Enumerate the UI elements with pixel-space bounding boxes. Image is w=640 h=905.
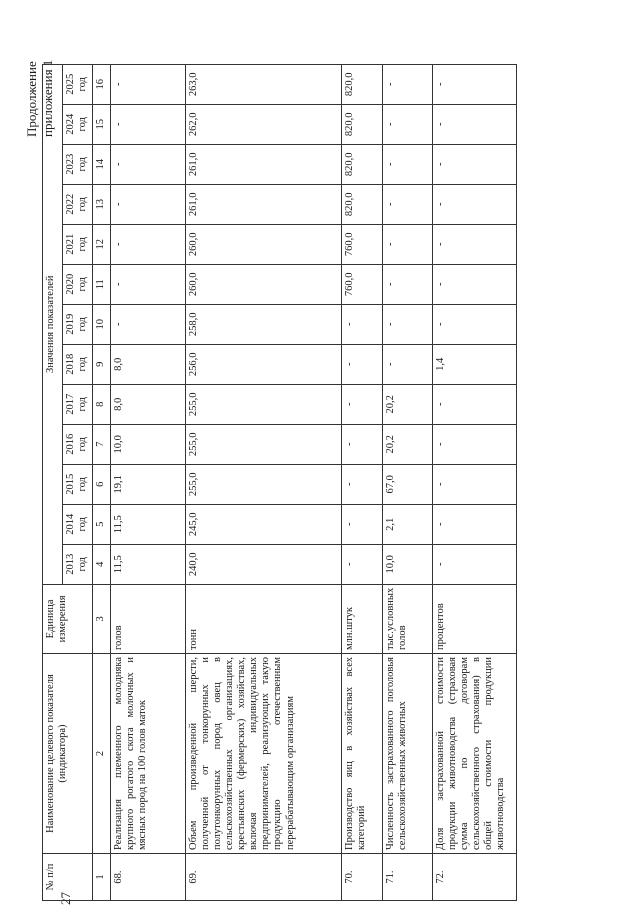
header-values-group: Значения показателей (43, 64, 63, 584)
column-numbers-row (93, 64, 111, 900)
unit-cell: тыс.условных голов (383, 584, 433, 653)
indicator-name: Объем произведенной шерсти, полученной от тонкорунных и полутонкорунных пород овец в сельскохозяйственных организациях, крестьянских (фермерских) хозяйствах, включая индивидуальных предпринимателей, реализующих такую продукцию отечественным перерабатывающим организациям (186, 654, 342, 854)
table-row (383, 64, 433, 900)
table-row (342, 64, 383, 900)
indicators-table (42, 64, 517, 901)
column-number: 6 (93, 464, 111, 504)
header-year: 2023 год (63, 144, 93, 184)
column-number: 12 (93, 224, 111, 264)
column-number: 1 (93, 854, 111, 901)
column-number: 2 (93, 654, 111, 854)
value-cell: 263,0 (186, 64, 342, 104)
value-cell: 2,1 (383, 504, 433, 544)
value-cell: 260,0 (186, 224, 342, 264)
value-cell: 261,0 (186, 184, 342, 224)
header-year: 2024 год (63, 104, 93, 144)
value-cell: 258,0 (186, 304, 342, 344)
row-number: 70. (342, 854, 383, 901)
value-cell: 8,0 (111, 344, 186, 384)
page-number: 27 (58, 892, 73, 905)
value-cell: - (383, 344, 433, 384)
indicator-name: Реализация племенного молодняка крупного рогатого скота молочных и мясных пород на 100 голов маток (111, 654, 186, 854)
value-cell: 255,0 (186, 424, 342, 464)
appendix-caption: Продолжение приложения 1 (24, 59, 55, 137)
column-number: 7 (93, 424, 111, 464)
header-year: 2018 год (63, 344, 93, 384)
value-cell: - (383, 104, 433, 144)
indicator-name: Численность застрахованного поголовья сельскохозяйственных животных (383, 654, 433, 854)
column-number: 11 (93, 264, 111, 304)
header-name: Наименование целевого показателя (индикатора) (43, 654, 93, 854)
value-cell: 19,1 (111, 464, 186, 504)
value-cell: 760,0 (342, 264, 383, 304)
value-cell: - (111, 64, 186, 104)
header-year: 2017 год (63, 384, 93, 424)
value-cell: 20,2 (383, 384, 433, 424)
value-cell: - (111, 144, 186, 184)
header-unit: Единица измерения (43, 584, 93, 653)
header-year: 2020 год (63, 264, 93, 304)
column-number: 13 (93, 184, 111, 224)
column-number: 15 (93, 104, 111, 144)
header-year: 2013 год (63, 544, 93, 584)
table-row (186, 64, 342, 900)
table-row (111, 64, 186, 900)
value-cell: 820,0 (342, 104, 383, 144)
value-cell: - (383, 304, 433, 344)
column-number: 16 (93, 64, 111, 104)
table-row (433, 64, 517, 900)
value-cell: 240,0 (186, 544, 342, 584)
value-cell: - (383, 264, 433, 304)
value-cell: 8,0 (111, 384, 186, 424)
indicator-name: Доля застрахованной стоимости продукции животноводства (страховая сумма по договорам сельскохозяйственного страхования) в общей стоимости продукции животноводства (433, 654, 517, 854)
value-cell: - (433, 544, 517, 584)
value-cell: - (342, 504, 383, 544)
value-cell: - (111, 304, 186, 344)
value-cell: - (433, 424, 517, 464)
value-cell: 760,0 (342, 224, 383, 264)
value-cell: - (111, 184, 186, 224)
column-number: 14 (93, 144, 111, 184)
value-cell: - (342, 464, 383, 504)
value-cell: - (111, 104, 186, 144)
unit-cell: процентов (433, 584, 517, 653)
value-cell: 10,0 (383, 544, 433, 584)
value-cell: - (383, 64, 433, 104)
unit-cell: тонн (186, 584, 342, 653)
value-cell: - (383, 144, 433, 184)
header-year: 2022 год (63, 184, 93, 224)
value-cell: - (342, 544, 383, 584)
value-cell: 820,0 (342, 184, 383, 224)
value-cell: 820,0 (342, 144, 383, 184)
row-number: 68. (111, 854, 186, 901)
column-number: 3 (93, 584, 111, 653)
value-cell: - (433, 184, 517, 224)
value-cell: - (433, 144, 517, 184)
header-year: 2025 год (63, 64, 93, 104)
indicator-name: Производство яиц в хозяйствах всех категорий (342, 654, 383, 854)
column-number: 5 (93, 504, 111, 544)
header-year: 2016 год (63, 424, 93, 464)
value-cell: - (111, 224, 186, 264)
value-cell: - (111, 264, 186, 304)
column-number: 9 (93, 344, 111, 384)
value-cell: 256,0 (186, 344, 342, 384)
row-number: 71. (383, 854, 433, 901)
header-year: 2014 год (63, 504, 93, 544)
column-number: 8 (93, 384, 111, 424)
value-cell: - (433, 264, 517, 304)
value-cell: 262,0 (186, 104, 342, 144)
value-cell: 11,5 (111, 544, 186, 584)
value-cell: 20,2 (383, 424, 433, 464)
value-cell: 67,0 (383, 464, 433, 504)
value-cell: 820,0 (342, 64, 383, 104)
value-cell: 1,4 (433, 344, 517, 384)
value-cell: - (383, 224, 433, 264)
value-cell: - (433, 304, 517, 344)
value-cell: 245,0 (186, 504, 342, 544)
value-cell: - (383, 184, 433, 224)
value-cell: - (433, 384, 517, 424)
value-cell: 255,0 (186, 384, 342, 424)
column-number: 4 (93, 544, 111, 584)
header-num: № п/п (43, 854, 93, 901)
header-year: 2015 год (63, 464, 93, 504)
unit-cell: млн.штук (342, 584, 383, 653)
value-cell: 260,0 (186, 264, 342, 304)
value-cell: 261,0 (186, 144, 342, 184)
value-cell: - (342, 344, 383, 384)
header-year: 2019 год (63, 304, 93, 344)
header-year: 2021 год (63, 224, 93, 264)
value-cell: 11,5 (111, 504, 186, 544)
header-row-group (43, 64, 63, 900)
value-cell: - (433, 464, 517, 504)
value-cell: - (433, 104, 517, 144)
row-number: 69. (186, 854, 342, 901)
value-cell: - (342, 304, 383, 344)
column-number: 10 (93, 304, 111, 344)
value-cell: - (433, 64, 517, 104)
value-cell: 10,0 (111, 424, 186, 464)
unit-cell: голов (111, 584, 186, 653)
value-cell: - (433, 504, 517, 544)
value-cell: 255,0 (186, 464, 342, 504)
row-number: 72. (433, 854, 517, 901)
value-cell: - (433, 224, 517, 264)
value-cell: - (342, 384, 383, 424)
value-cell: - (342, 424, 383, 464)
